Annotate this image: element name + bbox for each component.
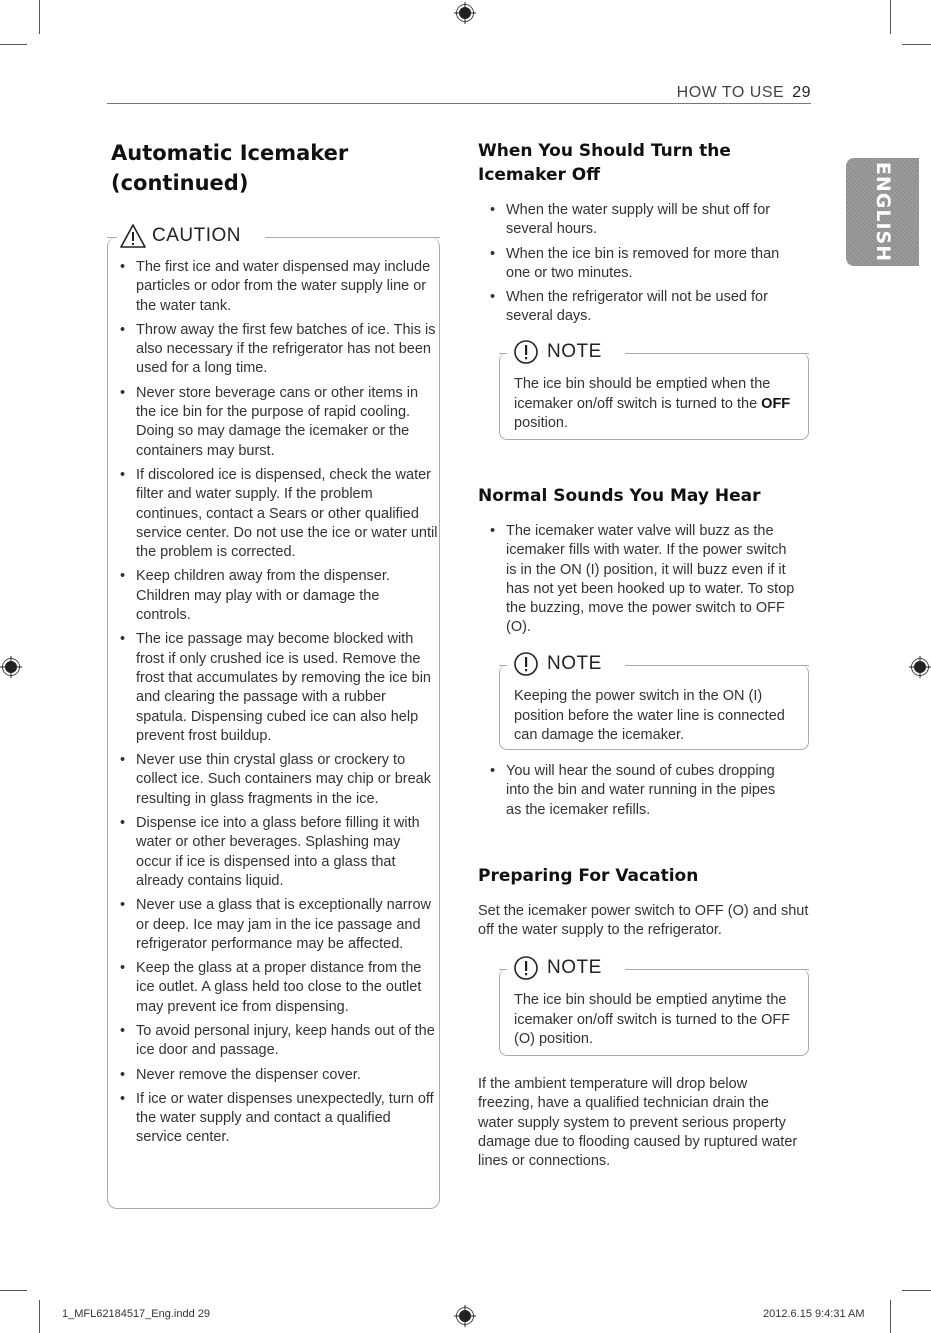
caution-label: CAUTION (152, 225, 241, 246)
note-label: NOTE (547, 653, 602, 674)
caution-rule (265, 237, 440, 238)
crop-mark (0, 44, 27, 45)
turn-off-list (482, 201, 792, 332)
section-title-line2: (continued) (111, 171, 249, 195)
crop-mark (0, 1290, 27, 1291)
header-rule (107, 103, 811, 104)
sounds-list (482, 522, 800, 643)
note-rule (499, 969, 507, 970)
warning-triangle-icon (120, 224, 146, 248)
caution-rule (107, 237, 117, 238)
note-text-bold: OFF (761, 395, 791, 412)
crop-mark (902, 1290, 931, 1291)
page-number: 29 (792, 84, 811, 101)
list-item: • If ice or water dispenses unexpectedly, turn off the water supply and contact a qualified service center. (112, 1090, 438, 1148)
turn-off-title (478, 139, 731, 187)
crop-mark (890, 1300, 891, 1333)
list-item: • Never use a glass that is exceptionally narrow or deep. Ice may jam in the ice passage and refrigerator performance may be affected. (112, 896, 438, 954)
list-item: • Never remove the dispenser cover. (112, 1066, 438, 1085)
caution-heading (120, 224, 251, 248)
crop-mark (902, 44, 931, 45)
info-circle-icon (513, 339, 539, 365)
list-item: • To avoid personal injury, keep hands out of the ice door and passage. (112, 1022, 438, 1061)
info-circle-icon (513, 955, 539, 981)
footer-file: 1_MFL62184517_Eng.indd 29 (62, 1308, 211, 1320)
note-heading (509, 955, 610, 981)
info-circle-icon (513, 651, 539, 677)
note-rule (625, 969, 809, 970)
note-rule (625, 353, 809, 354)
registration-mark-icon (0, 656, 22, 678)
list-item: • When the water supply will be shut off for several hours. (482, 201, 792, 240)
note-rule (625, 665, 809, 666)
list-item: • Never use thin crystal glass or crockery to collect ice. Such containers may chip or break resulting in glass fragments in the ice. (112, 751, 438, 809)
list-item: • Keep the glass at a proper distance from the ice outlet. A glass held too close to the outlet may prevent ice from dispensing. (112, 959, 438, 1017)
crop-mark (39, 1300, 40, 1333)
list-item: • When the refrigerator will not be used for several days. (482, 288, 792, 327)
note-rule (499, 665, 507, 666)
list-item: • You will hear the sound of cubes dropping into the bin and water running in the pipes as the icemaker refills. (482, 762, 792, 820)
section-title (111, 138, 348, 198)
vacation-paragraph: Set the icemaker power switch to OFF (O) and shut off the water supply to the refrigerator. (478, 903, 809, 939)
list-item: • Dispense ice into a glass before filling it with water or other beverages. Splashing may occur if ice is dispensed into a glass that already contains liquid. (112, 814, 438, 891)
header-section: HOW TO USE (676, 84, 785, 101)
note-text: Keeping the power switch in the ON (I) position before the water line is connected can damage the icemaker. (514, 688, 785, 743)
registration-mark-icon (909, 656, 931, 678)
note-label: NOTE (547, 341, 602, 362)
list-item: • The icemaker water valve will buzz as the icemaker fills with water. If the power switch is in the ON (I) position, it will buzz even if it has not yet been hooked up to water. To stop the buzzing, move the power switch to OFF (O). (482, 522, 800, 638)
footer-timestamp: 2012.6.15 9:4:31 AM (763, 1308, 865, 1320)
registration-mark-icon (454, 2, 476, 24)
turn-off-title-line1: When You Should Turn the (478, 141, 731, 161)
note-text-part: position. (514, 415, 569, 431)
note-rule (499, 353, 507, 354)
language-tab-label: ENGLISH (871, 161, 894, 263)
turn-off-title-line2: Icemaker Off (478, 165, 601, 185)
list-item: • When the ice bin is removed for more than one or two minutes. (482, 245, 792, 284)
list-item: • If discolored ice is dispensed, check the water filter and water supply. If the problem continues, contact a Sears or other qualified service center. Do not use the ice or water until the problem is corrected. (112, 466, 438, 562)
language-tab (846, 158, 919, 266)
note-text (514, 375, 806, 434)
list-item: • Throw away the first few batches of ice. This is also necessary if the refrigerator has not been used for a long time. (112, 321, 438, 379)
note-label: NOTE (547, 957, 602, 978)
note-heading (509, 339, 610, 365)
list-item: • Keep children away from the dispenser. Children may play with or damage the controls. (112, 567, 438, 625)
crop-mark (39, 0, 40, 34)
note-heading (509, 651, 610, 677)
vacation-title: Preparing For Vacation (478, 866, 699, 886)
registration-mark-icon (454, 1305, 476, 1327)
sounds-title: Normal Sounds You May Hear (478, 486, 761, 506)
note-text: The ice bin should be emptied anytime the icemaker on/off switch is turned to the OFF (O) position. (514, 992, 791, 1047)
crop-mark (890, 0, 891, 34)
list-item: • The ice passage may become blocked with frost if only crushed ice is used. Remove the frost that accumulates by removing the ice bin and clearing the passage with a rubber spatula. Dispensing cubed ice can also help prevent frost buildup. (112, 630, 438, 746)
note-text-part: The ice bin should be emptied when the icemaker on/off switch is turned to the (514, 376, 771, 412)
list-item: • The first ice and water dispensed may include particles or odor from the water supply line or the water tank. (112, 258, 438, 316)
freezing-paragraph: If the ambient temperature will drop below freezing, have a qualified technician drain the water supply system to prevent serious property damage due to flooding caused by ruptured water lines or connections. (478, 1076, 798, 1170)
list-item: • Never store beverage cans or other items in the ice bin for the purpose of rapid cooling. Doing so may damage the icemaker or the containers may burst. (112, 384, 438, 461)
sounds-list-2 (482, 762, 792, 825)
section-title-line1: Automatic Icemaker (111, 141, 349, 165)
caution-list (112, 258, 438, 1153)
running-header (677, 84, 811, 102)
